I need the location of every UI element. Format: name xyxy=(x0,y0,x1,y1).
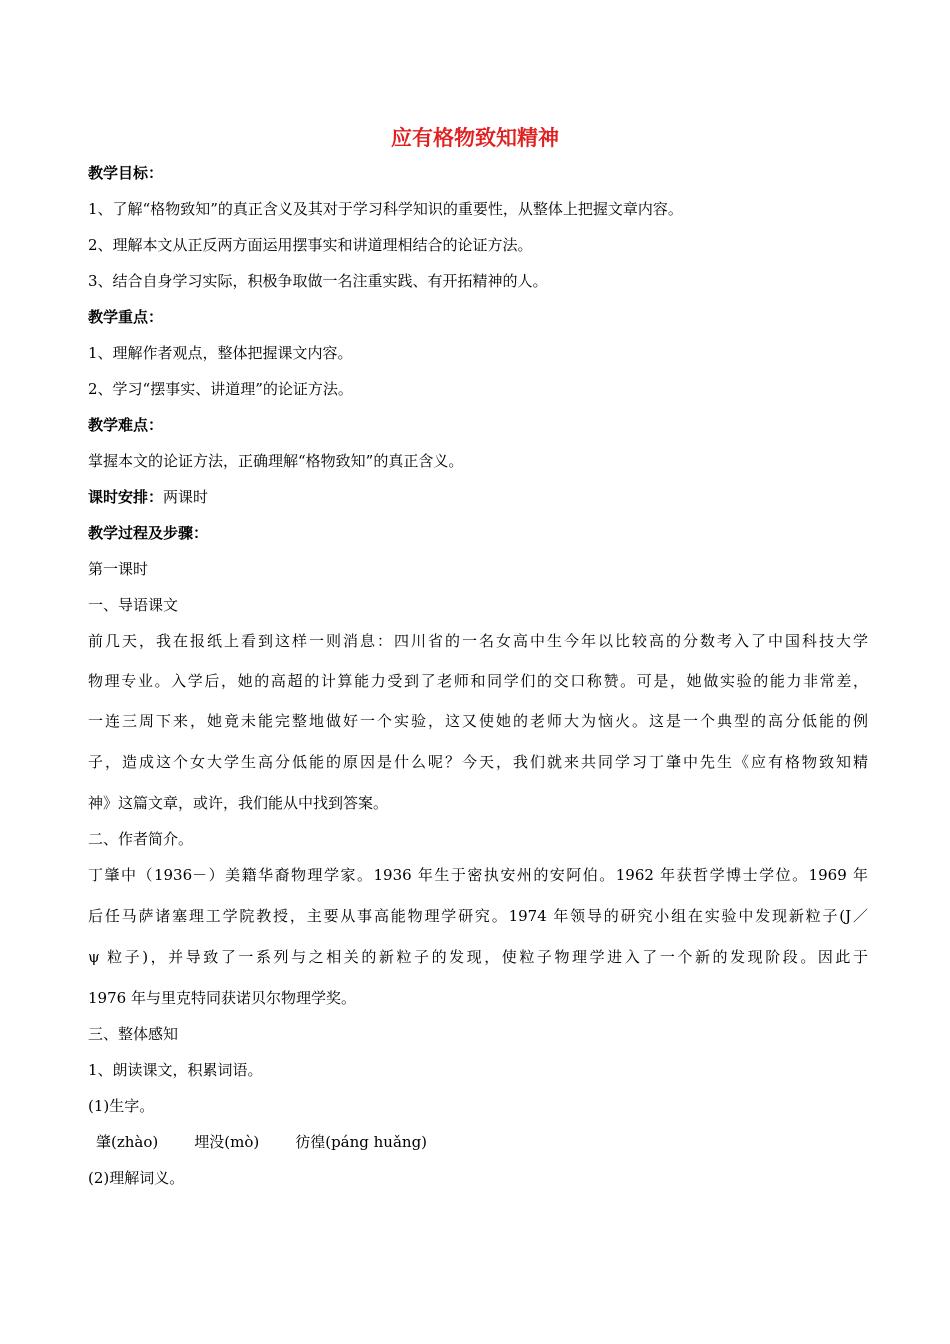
section-intro-heading: 一、导语课文 xyxy=(88,596,179,614)
difficulties-text: 掌握本文的论证方法，正确理解“格物致知”的真正含义。 xyxy=(88,452,464,470)
pinyin-item-3: 彷徨(páng huǎng) xyxy=(295,1133,428,1151)
schedule-value: 两课时 xyxy=(163,488,209,506)
pinyin-item-1: 肇(zhào) xyxy=(96,1133,159,1151)
intro-paragraph-line-1: 前几天，我在报纸上看到这样一则消息：四川省的一名女高中生今年以比较高的分数考入了中国科技大学 xyxy=(88,632,868,650)
pinyin-item-2: 埋没(mò) xyxy=(194,1133,260,1151)
reading-task: 1、朗读课文，积累词语。 xyxy=(88,1061,263,1079)
key-point-item-1: 1、理解作者观点，整体把握课文内容。 xyxy=(88,344,353,362)
word-meaning-label: (2)理解词义。 xyxy=(88,1169,185,1187)
schedule-label: 课时安排： xyxy=(88,488,164,506)
new-characters-label: (1)生字。 xyxy=(88,1097,155,1115)
author-paragraph-line-2: 后任马萨诸塞理工学院教授，主要从事高能物理学研究。1974 年领导的研究小组在实验中发现新粒子(J／ xyxy=(88,907,868,925)
lesson-one-label: 第一课时 xyxy=(88,560,149,578)
author-paragraph-line-4: 1976 年与里克特同获诺贝尔物理学奖。 xyxy=(88,989,356,1007)
objective-item-2: 2、理解本文从正反两方面运用摆事实和讲道理相结合的论证方法。 xyxy=(88,236,533,254)
key-point-item-2: 2、学习“摆事实、讲道理”的论证方法。 xyxy=(88,380,353,398)
author-paragraph-line-1: 丁肇中（1936－）美籍华裔物理学家。1936 年生于密执安州的安阿伯。1962 年获哲学博士学位。1969 年 xyxy=(88,866,868,884)
objectives-heading: 教学目标： xyxy=(88,164,164,182)
difficulties-heading: 教学难点： xyxy=(88,416,164,434)
document-title: 应有格物致知精神 xyxy=(391,126,559,150)
intro-paragraph-line-2: 物理专业。入学后，她的高超的计算能力受到了老师和同学们的交口称赞。可是，她做实验的能力非常差， xyxy=(88,672,868,690)
pinyin-row xyxy=(88,1131,868,1153)
key-points-heading: 教学重点： xyxy=(88,308,164,326)
objective-item-3: 3、结合自身学习实际，积极争取做一名注重实践、有开拓精神的人。 xyxy=(88,272,548,290)
objective-item-1: 1、了解“格物致知”的真正含义及其对于学习科学知识的重要性，从整体上把握文章内容。 xyxy=(88,200,683,218)
process-heading: 教学过程及步骤： xyxy=(88,524,209,542)
section-overview-heading: 三、整体感知 xyxy=(88,1025,179,1043)
schedule-line xyxy=(88,486,868,508)
intro-paragraph-line-5: 神》这篇文章，或许，我们能从中找到答案。 xyxy=(88,794,389,812)
intro-paragraph-line-4: 子，造成这个女大学生高分低能的原因是什么呢？今天，我们就来共同学习丁肇中先生《应有格物致知精 xyxy=(88,753,868,771)
section-author-heading: 二、作者简介。 xyxy=(88,830,194,848)
intro-paragraph-line-3: 一连三周下来，她竟未能完整地做好一个实验，这又使她的老师大为恼火。这是一个典型的高分低能的例 xyxy=(88,712,868,730)
author-paragraph-line-3: ψ 粒子)，并导致了一系列与之相关的新粒子的发现，使粒子物理学进入了一个新的发现阶段。因此于 xyxy=(88,948,868,966)
